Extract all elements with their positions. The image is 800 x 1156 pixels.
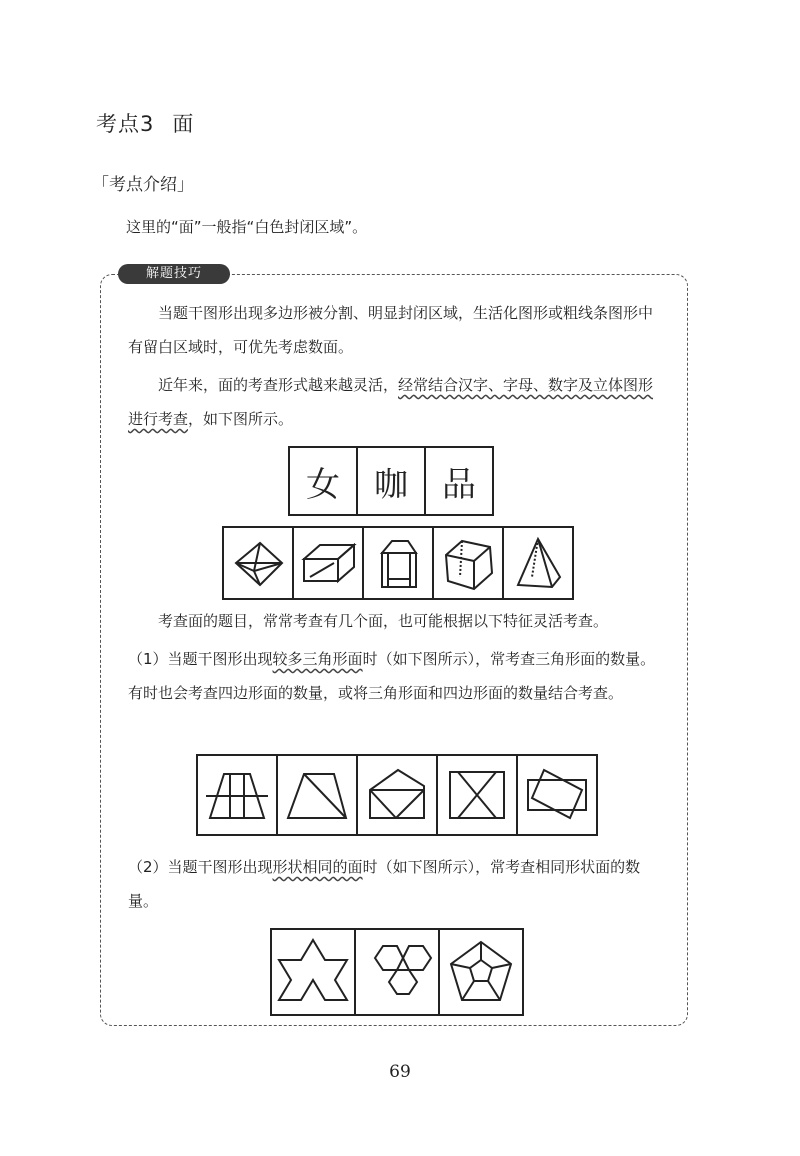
character-figure-row [288,446,494,516]
triangle-figure-row [196,754,598,836]
trapezoid-split-figure [198,756,278,834]
section-label: 考点3 [96,112,155,136]
char-cell: 女 [290,448,358,514]
same-shape-figure-row [270,928,524,1016]
intro-text: 这里的“面”一般指“白色封闭区域”。 [126,218,368,236]
tips-paragraph-1: 当题干图形出现多边形被分割、明显封闭区域，生活化图形或粗线条图形中有留白区域时，可优先考虑数面。 [128,304,654,356]
house-solid-figure [364,528,434,598]
p5-text-before: （2）当题干图形出现 [128,858,273,876]
prism-figure [294,528,364,598]
trapezoid-diagonal-figure [278,756,358,834]
page-number: 69 [389,1062,411,1082]
pyramid-figure [504,528,572,598]
intro-heading: 「考点介绍」 [92,175,194,195]
pentagon-house-figure [358,756,438,834]
tips-paragraph-5 [128,850,660,918]
tips-badge: 解题技巧 [118,264,230,284]
tips-paragraph-2 [128,368,660,436]
tips-paragraph-3: 考查面的题目，常常考查有几个面，也可能根据以下特征灵活考查。 [158,612,609,630]
p2-text-after: ，如下图所示。 [188,410,294,428]
pentagon-star-figure [440,930,522,1014]
overlap-rects-figure [518,756,596,834]
p4-text-before: （1）当题干图形出现 [128,650,273,668]
char-cell: 咖 [358,448,426,514]
section-name: 面 [172,112,195,136]
solid-figure-row [222,526,574,600]
truncated-solid-figure [434,528,504,598]
p5-underlined: 形状相同的面 [272,858,363,876]
p4-text-after: 时（如下图所示），常考查三角形面的数量。有时也会考查四边形面的数量，或将三角形面和四边形面的数量结合考查。 [128,650,656,702]
hexagon-cluster-figure [356,930,440,1014]
p2-text-before: 近年来，面的考查形式越来越灵活， [158,376,399,394]
octahedron-figure [224,528,294,598]
char-cell: 品 [442,464,476,505]
section-title [96,108,194,138]
p2-underlined: 经常结合汉字、字母、数字及立体图形进行考查 [128,376,654,428]
hourglass-figure [438,756,518,834]
tips-paragraph-4 [128,642,660,710]
hexagram-figure [272,930,356,1014]
p5-text-after: 时（如下图所示），常考查相同形状面的数量。 [128,858,641,910]
p4-underlined: 较多三角形面 [272,650,363,668]
